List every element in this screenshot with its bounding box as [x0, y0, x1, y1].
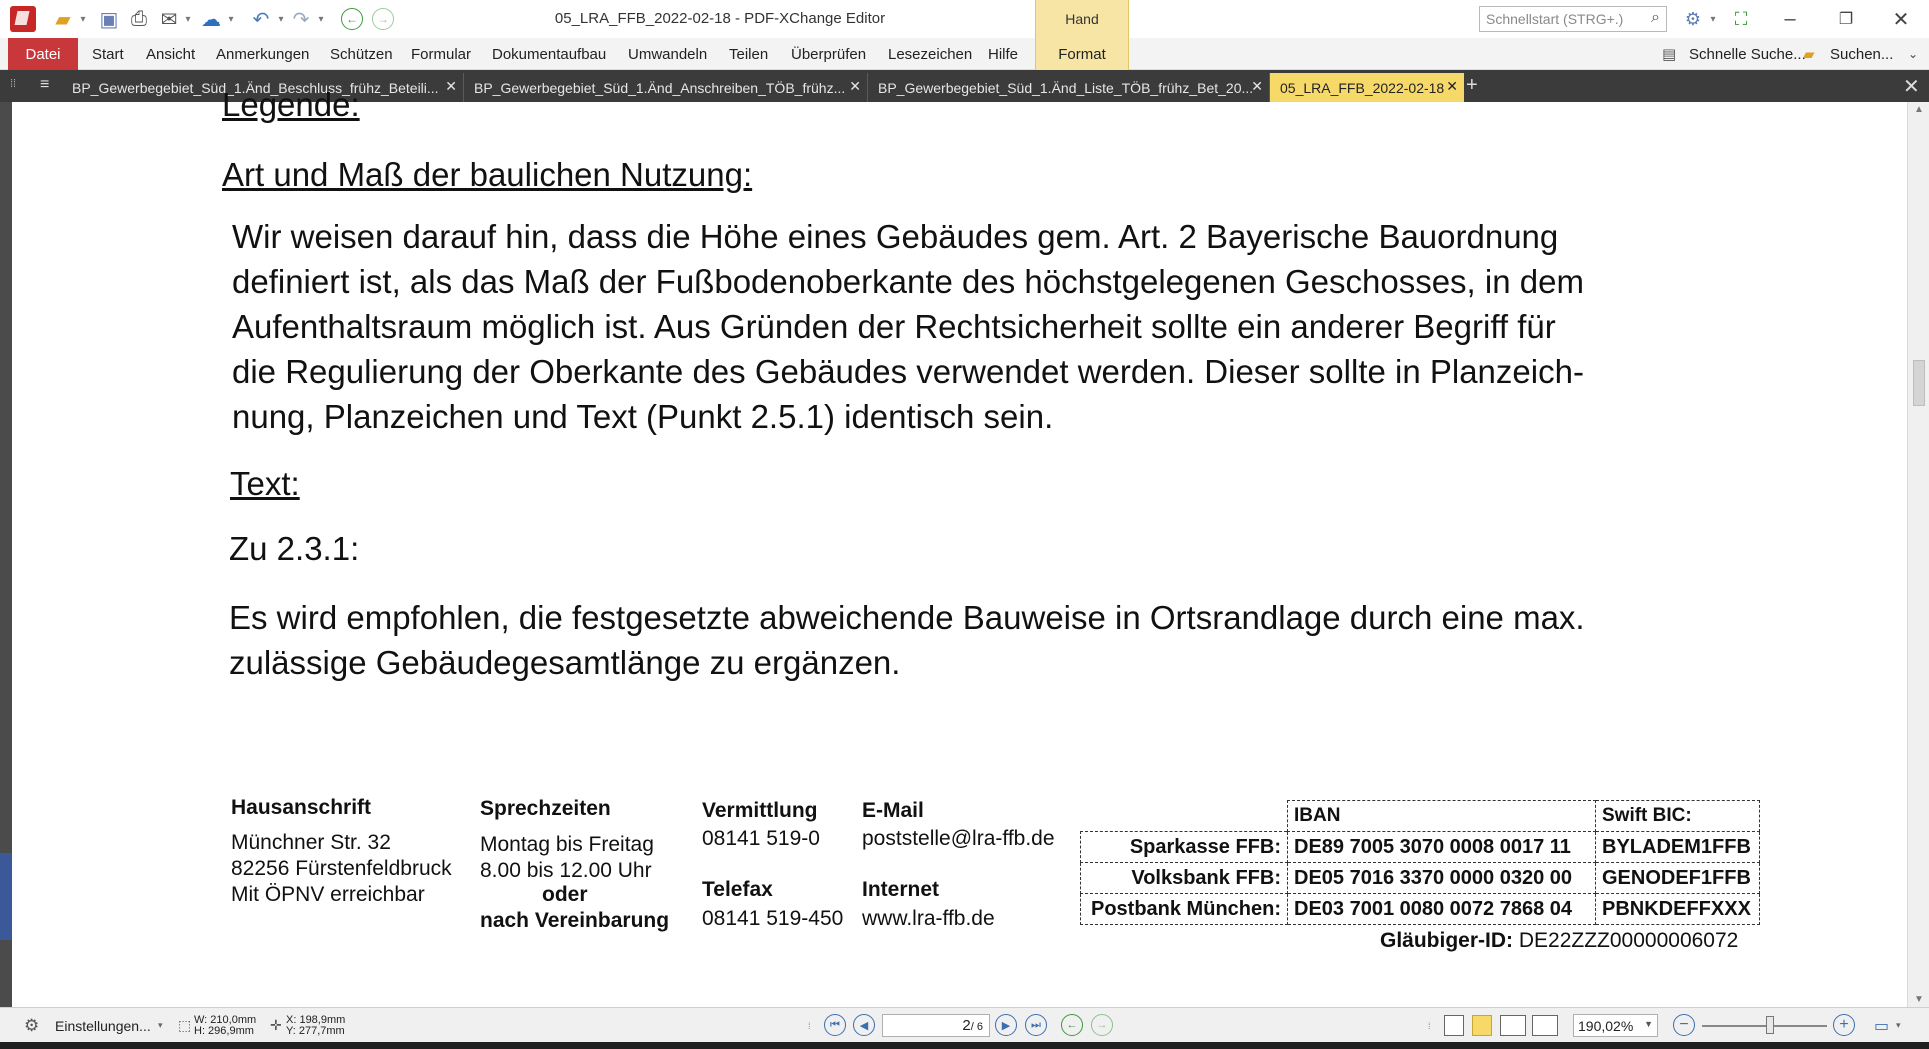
- bic-header: Swift BIC:: [1596, 801, 1760, 832]
- menu-help[interactable]: Hilfe: [988, 45, 1019, 63]
- open-folder-icon[interactable]: ▰: [55, 8, 71, 31]
- page-width: W: 210,0mm: [194, 1013, 257, 1026]
- fullscreen-icon[interactable]: ⛶: [1734, 8, 1748, 29]
- document-tab-active[interactable]: [1270, 73, 1464, 102]
- settings-dropdown-icon[interactable]: ▾: [1710, 13, 1716, 25]
- quick-launch-search-input[interactable]: [1479, 6, 1667, 32]
- last-page-icon[interactable]: ⏭: [1025, 1014, 1047, 1036]
- ribbon-collapse-icon[interactable]: ⌄: [1908, 47, 1919, 61]
- close-tab-icon[interactable]: ✕: [1446, 78, 1458, 94]
- cursor-y: Y: 277,7mm: [286, 1024, 345, 1037]
- footer-hours-heading: Sprechzeiten: [480, 797, 611, 820]
- bank-bic: GENODEF1FFB: [1596, 863, 1760, 894]
- zoom-slider-track[interactable]: [1702, 1025, 1827, 1027]
- cursor-x: X: 198,9mm: [286, 1013, 346, 1026]
- legend-heading: Legende:: [222, 86, 360, 123]
- section-heading: Art und Maß der baulichen Nutzung:: [222, 156, 753, 193]
- paragraph-line: Es wird empfohlen, die festgesetzte abweichende Bauweise in Ortsrandlage durch eine max.: [229, 599, 1585, 636]
- menu-bar: [0, 38, 1929, 70]
- footer-address-heading: Hausanschrift: [231, 796, 372, 819]
- close-tab-icon[interactable]: ✕: [849, 78, 861, 94]
- find-button[interactable]: Suchen...: [1830, 45, 1894, 63]
- menu-comments[interactable]: Anmerkungen: [216, 45, 310, 63]
- cursor-position-icon: ✛: [270, 1017, 282, 1033]
- menu-file[interactable]: Datei: [8, 38, 78, 70]
- first-page-icon[interactable]: ⏮: [824, 1014, 846, 1036]
- save-icon[interactable]: ▣: [99, 8, 119, 31]
- previous-view-icon[interactable]: ←: [1061, 1014, 1083, 1036]
- status-grip-icon: ⁞: [1428, 1020, 1431, 1031]
- footer-hours-or: oder: [542, 883, 588, 906]
- current-page: 2: [962, 1017, 971, 1034]
- quick-search-button[interactable]: Schnelle Suche...: [1689, 45, 1806, 63]
- paragraph-line: Aufenthaltsraum möglich ist. Aus Gründen der Rechtsicherheit sollte ein anderer Begriff für: [232, 308, 1556, 345]
- creditor-id-label: Gläubiger-ID:: [1380, 929, 1514, 952]
- footer-address-line: Mit ÖPNV erreichbar: [231, 883, 425, 906]
- bank-bic: BYLADEM1FFB: [1596, 832, 1760, 863]
- creditor-id: [1380, 928, 1738, 954]
- close-window-button[interactable]: ✕: [1892, 8, 1910, 31]
- menu-share[interactable]: Teilen: [729, 45, 769, 63]
- restore-button[interactable]: ❐: [1838, 11, 1854, 28]
- hand-tool-context-tab[interactable]: Hand: [1035, 0, 1129, 38]
- window-title: 05_LRA_FFB_2022-02-18 - PDF-XChange Editor: [554, 10, 886, 27]
- facing-view-icon[interactable]: [1500, 1015, 1526, 1036]
- zoom-out-icon[interactable]: −: [1673, 1014, 1695, 1036]
- page-dimensions: [194, 1008, 256, 1043]
- single-page-view-icon[interactable]: [1444, 1015, 1464, 1036]
- status-bar: [0, 1007, 1929, 1042]
- cloud-icon[interactable]: ☁: [201, 8, 221, 31]
- page-layout-dropdown-icon[interactable]: ▾: [1896, 1020, 1901, 1030]
- forward-icon[interactable]: →: [370, 5, 396, 33]
- footer-switchboard: 08141 519-0: [702, 827, 820, 850]
- menu-form[interactable]: Formular: [411, 45, 472, 63]
- table-row: [1081, 832, 1760, 863]
- subsection-heading: Zu 2.3.1:: [229, 530, 360, 567]
- menu-protect[interactable]: Schützen: [330, 45, 393, 63]
- zoom-in-icon[interactable]: +: [1833, 1014, 1855, 1036]
- table-row: [1081, 863, 1760, 894]
- zoom-dropdown-icon[interactable]: ▼: [1644, 1019, 1653, 1029]
- page-number-input[interactable]: [882, 1014, 990, 1037]
- search-placeholder: Schnellstart (STRG+.): [1486, 11, 1624, 27]
- close-all-tabs-icon[interactable]: ✕: [1903, 76, 1920, 98]
- footer-address-line: 82256 Fürstenfeldbruck: [231, 857, 452, 880]
- tab-label: BP_Gewerbegebiet_Süd_1.Änd_Liste_TÖB_frühz_Bet_20...: [878, 79, 1254, 96]
- tab-grip-icon: ⁞⁞: [10, 78, 17, 90]
- previous-page-icon[interactable]: ◀: [853, 1014, 875, 1036]
- next-page-icon[interactable]: ▶: [995, 1014, 1017, 1036]
- scroll-down-icon[interactable]: ▼: [1914, 994, 1924, 1005]
- bank-bic: PBNKDEFFXXX: [1596, 894, 1760, 925]
- table-row: [1081, 801, 1760, 832]
- document-tab[interactable]: [868, 73, 1270, 102]
- tab-label: 05_LRA_FFB_2022-02-18: [1280, 79, 1445, 96]
- iban-header: IBAN: [1288, 801, 1596, 832]
- menu-view[interactable]: Ansicht: [146, 45, 196, 63]
- menu-review[interactable]: Überprüfen: [791, 45, 867, 63]
- scrollbar-thumb[interactable]: [1913, 360, 1925, 406]
- document-tab[interactable]: [464, 73, 868, 102]
- footer-hours-line: Montag bis Freitag: [480, 833, 654, 856]
- table-row: [1081, 894, 1760, 925]
- zoom-slider-thumb[interactable]: [1766, 1016, 1774, 1034]
- paragraph-line: definiert ist, als das Maß der Fußbodenoberkante des höchstgelegenen Geschosses, in dem: [232, 263, 1584, 300]
- footer-address-line: Münchner Str. 32: [231, 831, 391, 854]
- close-tab-icon[interactable]: ✕: [445, 78, 457, 94]
- search-icon[interactable]: ⌕: [1651, 9, 1660, 26]
- bank-name: Volksbank FFB:: [1081, 863, 1288, 894]
- paragraph-line: nung, Planzeichen und Text (Punkt 2.5.1) identisch sein.: [232, 398, 1054, 435]
- print-icon[interactable]: ⎙: [131, 7, 147, 30]
- cloud-dropdown-icon[interactable]: ▾: [228, 13, 234, 25]
- next-view-icon[interactable]: →: [1091, 1014, 1113, 1036]
- menu-format[interactable]: Format: [1035, 38, 1129, 70]
- bank-name: Postbank München:: [1081, 894, 1288, 925]
- redo-dropdown-icon[interactable]: ▾: [318, 13, 324, 25]
- table-cell: [1081, 801, 1288, 832]
- footer-fax: 08141 519-450: [702, 907, 844, 930]
- footer-switchboard-heading: Vermittlung: [702, 799, 818, 822]
- taskbar-edge: [0, 1042, 1929, 1049]
- email-icon[interactable]: ✉: [160, 8, 178, 31]
- settings-dropdown-icon[interactable]: ▾: [158, 1020, 163, 1030]
- title-bar: [0, 0, 1929, 38]
- quick-search-icon[interactable]: ▤: [1662, 46, 1677, 63]
- scroll-up-icon[interactable]: ▲: [1914, 104, 1924, 115]
- paragraph-line: die Regulierung der Oberkante des Gebäudes verwendet werden. Dieser sollte in Planzeich-: [232, 353, 1584, 390]
- footer-email[interactable]: poststelle@lra-ffb.de: [862, 827, 1055, 850]
- status-grip-icon: ⁞: [808, 1020, 811, 1031]
- settings-button[interactable]: Einstellungen...: [55, 1017, 151, 1034]
- page-layout-icon[interactable]: ▭: [1874, 1017, 1890, 1035]
- menu-organize[interactable]: Dokumentaufbau: [492, 45, 607, 63]
- continuous-facing-view-icon[interactable]: [1532, 1015, 1558, 1036]
- bank-iban: DE03 7001 0080 0072 7868 04: [1288, 894, 1596, 925]
- tab-list-icon[interactable]: ≡: [40, 76, 50, 93]
- page-size-icon: ⬚: [178, 1017, 192, 1033]
- minimize-button[interactable]: –: [1784, 7, 1796, 30]
- bank-iban: DE89 7005 3070 0008 0017 11: [1288, 832, 1596, 863]
- new-tab-icon[interactable]: +: [1466, 74, 1478, 96]
- side-accent: [0, 853, 12, 940]
- close-tab-icon[interactable]: ✕: [1251, 78, 1263, 94]
- back-icon[interactable]: ←: [339, 5, 365, 33]
- section-heading: Text:: [230, 465, 300, 502]
- bank-iban: DE05 7016 3370 0000 0320 00: [1288, 863, 1596, 894]
- zoom-level-select[interactable]: [1573, 1014, 1658, 1037]
- bank-details-table: [1080, 800, 1760, 925]
- tab-label: BP_Gewerbegebiet_Süd_1.Änd_Anschreiben_TÖB_frühz...: [474, 79, 846, 96]
- footer-email-heading: E-Mail: [862, 799, 924, 822]
- continuous-view-icon[interactable]: [1472, 1015, 1492, 1036]
- settings-icon[interactable]: ⚙: [1684, 8, 1702, 29]
- cursor-coordinates: [286, 1008, 345, 1043]
- menu-start[interactable]: Start: [92, 45, 124, 63]
- email-dropdown-icon[interactable]: ▾: [185, 13, 191, 25]
- total-pages: / 6: [970, 1021, 983, 1033]
- menu-convert[interactable]: Umwandeln: [628, 45, 708, 63]
- undo-icon[interactable]: ↶: [252, 8, 270, 31]
- footer-fax-heading: Telefax: [702, 878, 773, 901]
- tab-label: BP_Gewerbegebiet_Süd_1.Änd_Beschluss_frühz_Beteili...: [72, 79, 439, 96]
- footer-internet-heading: Internet: [862, 878, 940, 901]
- redo-icon[interactable]: ↷: [292, 8, 310, 31]
- footer-hours-line: 8.00 bis 12.00 Uhr: [480, 859, 652, 882]
- footer-internet[interactable]: www.lra-ffb.de: [862, 907, 995, 930]
- menu-bookmarks[interactable]: Lesezeichen: [888, 45, 973, 63]
- zoom-value: 190,02%: [1578, 1018, 1634, 1034]
- paragraph-line: zulässige Gebäudegesamtlänge zu ergänzen.: [229, 644, 901, 681]
- undo-dropdown-icon[interactable]: ▾: [278, 13, 284, 25]
- page-height: H: 296,9mm: [194, 1024, 254, 1037]
- vertical-scrollbar[interactable]: [1907, 102, 1929, 1007]
- creditor-id-value: DE22ZZZ00000006072: [1518, 929, 1739, 952]
- find-icon[interactable]: ▰: [1803, 46, 1815, 63]
- bank-name: Sparkasse FFB:: [1081, 832, 1288, 863]
- settings-gear-icon[interactable]: ⚙: [24, 1015, 40, 1035]
- footer-hours-alt: nach Vereinbarung: [480, 909, 670, 932]
- open-dropdown-icon[interactable]: ▾: [80, 13, 86, 25]
- paragraph-line: Wir weisen darauf hin, dass die Höhe eines Gebäudes gem. Art. 2 Bayerische Bauordnung: [232, 218, 1559, 255]
